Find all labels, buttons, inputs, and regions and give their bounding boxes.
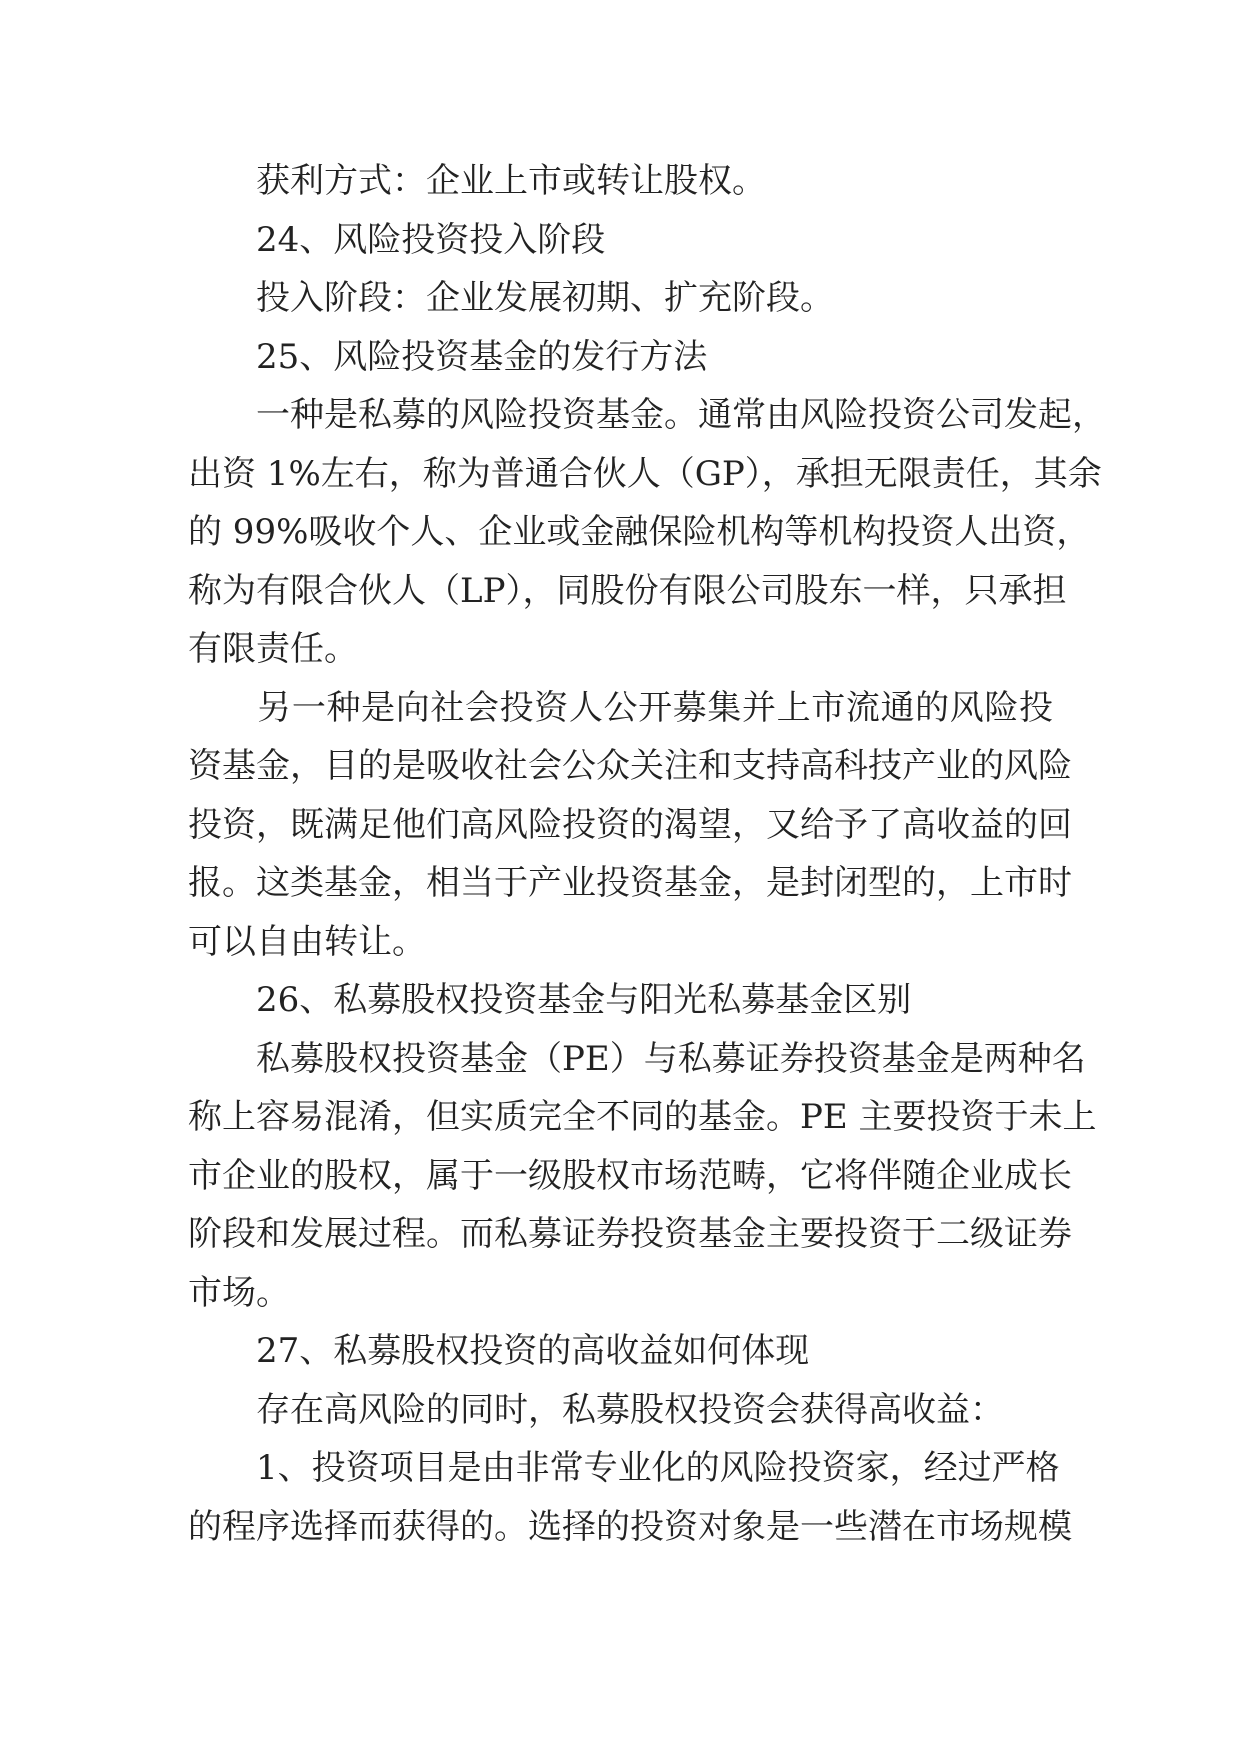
section-heading-24: 24、风险投资投入阶段: [188, 219, 606, 260]
text-line: 投资，既满足他们高风险投资的渴望，又给予了高收益的回: [188, 804, 1072, 845]
document-body: [188, 152, 1106, 1556]
text-line: 称为有限合伙人（LP），同股份有限公司股东一样，只承担: [188, 570, 1067, 611]
text-line: 的 99%吸收个人、企业或金融保险机构等机构投资人出资，: [188, 512, 1091, 552]
text-line: 可以自由转让。: [188, 921, 426, 962]
text-line: 阶段和发展过程。而私募证券投资基金主要投资于二级证券: [188, 1214, 1072, 1254]
text-line: 报。这类基金，相当于产业投资基金，是封闭型的，上市时: [188, 863, 1072, 903]
section-heading-26: 26、私募股权投资基金与阳光私募基金区别: [188, 980, 912, 1020]
text-line: 市场。: [188, 1272, 290, 1313]
text-line: 1、投资项目是由非常专业化的风险投资家，经过严格: [188, 1448, 1060, 1488]
text-line: 市企业的股权，属于一级股权市场范畴，它将伴随企业成长: [188, 1155, 1072, 1196]
text-line: 获利方式：企业上市或转让股权。: [188, 161, 766, 201]
text-line: 的程序选择而获得的。选择的投资对象是一些潜在市场规模: [188, 1506, 1072, 1547]
text-line: 一种是私募的风险投资基金。通常由风险投资公司发起，: [188, 395, 1106, 435]
section-heading-27: 27、私募股权投资的高收益如何体现: [188, 1331, 810, 1371]
text-line: 称上容易混淆，但实质完全不同的基金。PE 主要投资于未上: [188, 1097, 1097, 1137]
section-heading-25: 25、风险投资基金的发行方法: [188, 336, 708, 377]
text-line: 有限责任。: [188, 629, 358, 669]
text-line: 存在高风险的同时，私募股权投资会获得高收益：: [188, 1389, 1004, 1430]
text-line: 投入阶段：企业发展初期、扩充阶段。: [188, 278, 834, 318]
text-line: 出资 1%左右，称为普通合伙人（GP），承担无限责任，其余: [188, 453, 1102, 494]
text-line: 另一种是向社会投资人公开募集并上市流通的风险投: [188, 687, 1053, 728]
text-line: 私募股权投资基金（PE）与私募证券投资基金是两种名: [188, 1038, 1086, 1079]
text-line: 资基金，目的是吸收社会公众关注和支持高科技产业的风险: [188, 746, 1072, 786]
